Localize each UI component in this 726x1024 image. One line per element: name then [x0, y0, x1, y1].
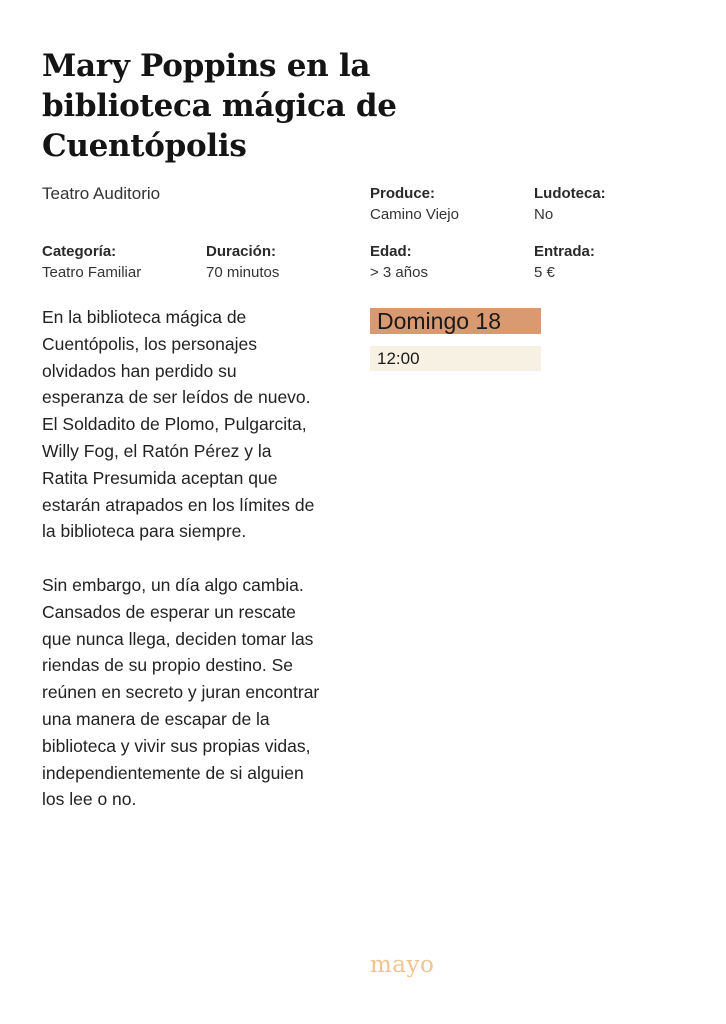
- produce-label: Produce:: [370, 185, 436, 202]
- entrada-label: Entrada:: [534, 243, 595, 260]
- produce-value: Camino Viejo: [370, 206, 459, 223]
- month-label: mayo: [370, 952, 435, 978]
- categoria-field: [42, 242, 141, 284]
- edad-value: > 3 años: [370, 264, 428, 281]
- edad-label: Edad:: [370, 243, 412, 260]
- event-title: Mary Poppins en la biblioteca mágica de Cuentópolis: [42, 48, 397, 164]
- duracion-value: 70 minutos: [206, 264, 280, 281]
- description-paragraph: Sin embargo, un día algo cambia. Cansados de esperar un rescate que nunca llega, deciden tomar las riendas de su propio destino. Se reúnen en secreto y juran encontrar una manera de escapar de la biblioteca y vivir sus propias vidas, independientemente de si alguien los lee o no.: [42, 574, 320, 810]
- entrada-field: [534, 242, 595, 284]
- schedule-day: Domingo 18: [370, 308, 541, 334]
- entrada-value: 5 €: [534, 264, 555, 281]
- produce-field: [370, 184, 459, 226]
- ludoteca-label: Ludoteca:: [534, 185, 606, 202]
- schedule-time: 12:00: [370, 346, 541, 371]
- edad-field: [370, 242, 428, 284]
- event-description: [42, 304, 322, 813]
- ludoteca-value: No: [534, 206, 554, 223]
- description-paragraph: En la biblioteca mágica de Cuentópolis, los personajes olvidados han perdido su esperanza de ser leídos de nuevo. El Soldadito de Plomo, Pulgarcita, Willy Fog, el Ratón Pérez y la Ratita Presumida aceptan que estarán atrapados en los límites de la biblioteca para siempre.: [42, 307, 315, 542]
- duracion-field: [206, 242, 279, 284]
- venue-name: Teatro Auditorio: [42, 184, 161, 203]
- ludoteca-field: [534, 184, 606, 226]
- duracion-label: Duración:: [206, 243, 277, 260]
- categoria-label: Categoría:: [42, 243, 117, 260]
- categoria-value: Teatro Familiar: [42, 264, 142, 281]
